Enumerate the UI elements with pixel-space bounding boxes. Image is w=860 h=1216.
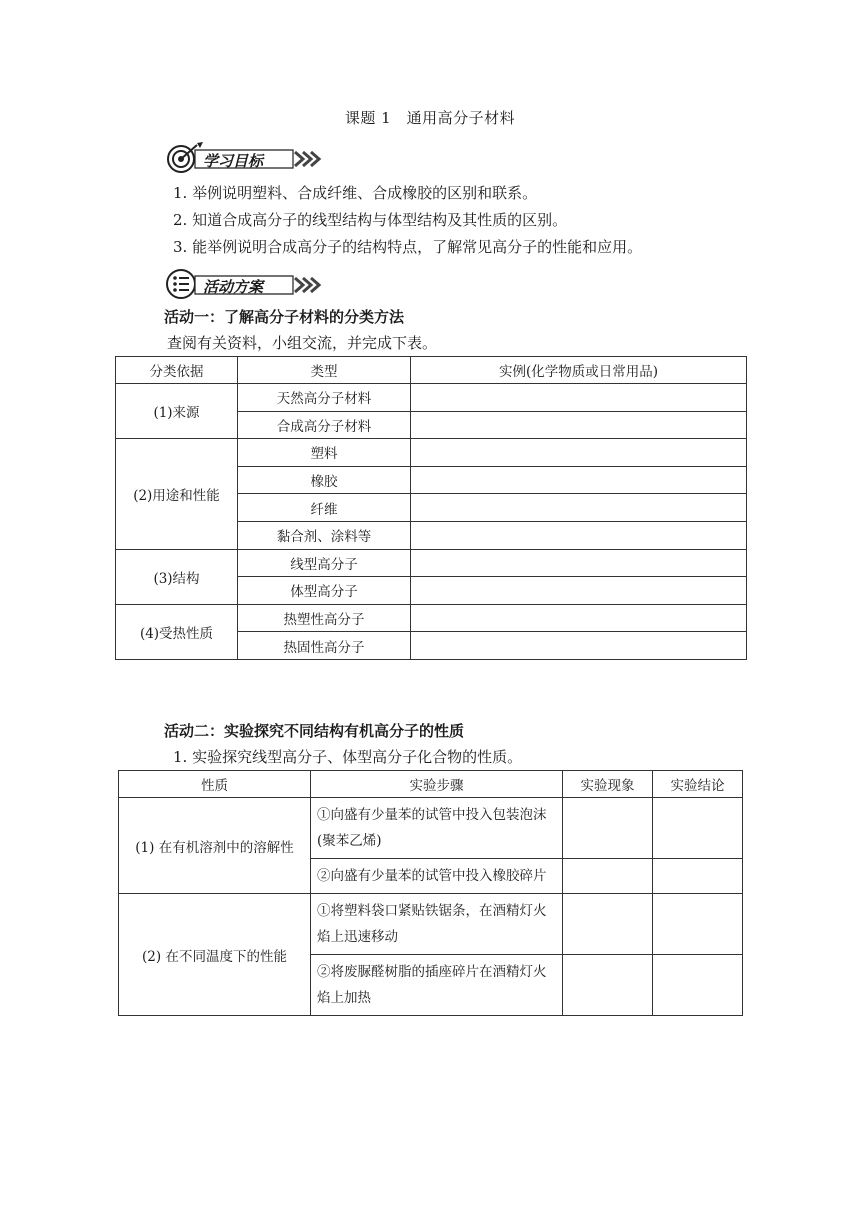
step-cell: ①将塑料袋口紧贴铁锯条，在酒精灯火焰上迅速移动 xyxy=(311,894,563,955)
activity-plan-banner xyxy=(163,266,333,296)
type-cell: 纤维 xyxy=(238,494,411,522)
learning-goals-label: 学习目标 xyxy=(203,152,264,170)
observation-cell[interactable] xyxy=(563,859,653,894)
step-cell: ②将废脲醛树脂的插座碎片在酒精灯火焰上加热 xyxy=(311,955,563,1016)
conclusion-cell[interactable] xyxy=(653,894,743,955)
type-cell: 体型高分子 xyxy=(238,577,411,605)
goal-item: 3. 能举例说明合成高分子的结构特点，了解常见高分子的性能和应用。 xyxy=(173,238,643,256)
table-row xyxy=(116,549,747,577)
table-header-row xyxy=(116,357,747,384)
conclusion-cell[interactable] xyxy=(653,798,743,859)
column-header: 实验现象 xyxy=(563,771,653,798)
property-cell: (1) 在有机溶剂中的溶解性 xyxy=(119,798,311,894)
column-header: 分类依据 xyxy=(116,357,238,384)
column-header: 类型 xyxy=(238,357,411,384)
basis-cell: (2)用途和性能 xyxy=(116,439,238,549)
activity2-instruction: 1. 实验探究线型高分子、体型高分子化合物的性质。 xyxy=(173,748,523,766)
basis-cell: (4)受热性质 xyxy=(116,604,238,659)
learning-goals-banner xyxy=(163,140,333,170)
type-cell: 天然高分子材料 xyxy=(238,384,411,412)
column-header: 实例(化学物质或日常用品) xyxy=(411,357,747,384)
classification-table xyxy=(115,356,747,660)
page-title: 课题 1 通用高分子材料 xyxy=(344,109,516,127)
type-cell: 热固性高分子 xyxy=(238,632,411,660)
observation-cell[interactable] xyxy=(563,955,653,1016)
basis-cell: (1)来源 xyxy=(116,384,238,439)
type-cell: 合成高分子材料 xyxy=(238,411,411,439)
table-row xyxy=(119,894,743,955)
example-cell[interactable] xyxy=(411,466,747,494)
basis-cell: (3)结构 xyxy=(116,549,238,604)
table-row xyxy=(116,604,747,632)
activity1-instruction: 查阅有关资料，小组交流，并完成下表。 xyxy=(167,334,438,352)
goal-item: 2. 知道合成高分子的线型结构与体型结构及其性质的区别。 xyxy=(173,211,568,229)
example-cell[interactable] xyxy=(411,439,747,467)
example-cell[interactable] xyxy=(411,549,747,577)
step-cell: ②向盛有少量苯的试管中投入橡胶碎片 xyxy=(311,859,563,894)
table-row xyxy=(119,798,743,859)
step-cell: ①向盛有少量苯的试管中投入包装泡沫(聚苯乙烯) xyxy=(311,798,563,859)
column-header: 性质 xyxy=(119,771,311,798)
column-header: 实验步骤 xyxy=(311,771,563,798)
activity-plan-label: 活动方案 xyxy=(203,278,264,296)
property-cell: (2) 在不同温度下的性能 xyxy=(119,894,311,1016)
observation-cell[interactable] xyxy=(563,894,653,955)
example-cell[interactable] xyxy=(411,521,747,549)
activity2-heading: 活动二：实验探究不同结构有机高分子的性质 xyxy=(164,722,465,740)
conclusion-cell[interactable] xyxy=(653,859,743,894)
activity1-heading: 活动一：了解高分子材料的分类方法 xyxy=(164,308,405,326)
experiment-table xyxy=(118,770,743,1016)
conclusion-cell[interactable] xyxy=(653,955,743,1016)
goal-item: 1. 举例说明塑料、合成纤维、合成橡胶的区别和联系。 xyxy=(173,184,538,202)
table-row xyxy=(116,439,747,467)
example-cell[interactable] xyxy=(411,384,747,412)
example-cell[interactable] xyxy=(411,604,747,632)
type-cell: 塑料 xyxy=(238,439,411,467)
example-cell[interactable] xyxy=(411,494,747,522)
table-row xyxy=(116,384,747,412)
type-cell: 黏合剂、涂料等 xyxy=(238,521,411,549)
observation-cell[interactable] xyxy=(563,798,653,859)
example-cell[interactable] xyxy=(411,632,747,660)
column-header: 实验结论 xyxy=(653,771,743,798)
example-cell[interactable] xyxy=(411,411,747,439)
type-cell: 橡胶 xyxy=(238,466,411,494)
type-cell: 热塑性高分子 xyxy=(238,604,411,632)
type-cell: 线型高分子 xyxy=(238,549,411,577)
example-cell[interactable] xyxy=(411,577,747,605)
table-header-row xyxy=(119,771,743,798)
